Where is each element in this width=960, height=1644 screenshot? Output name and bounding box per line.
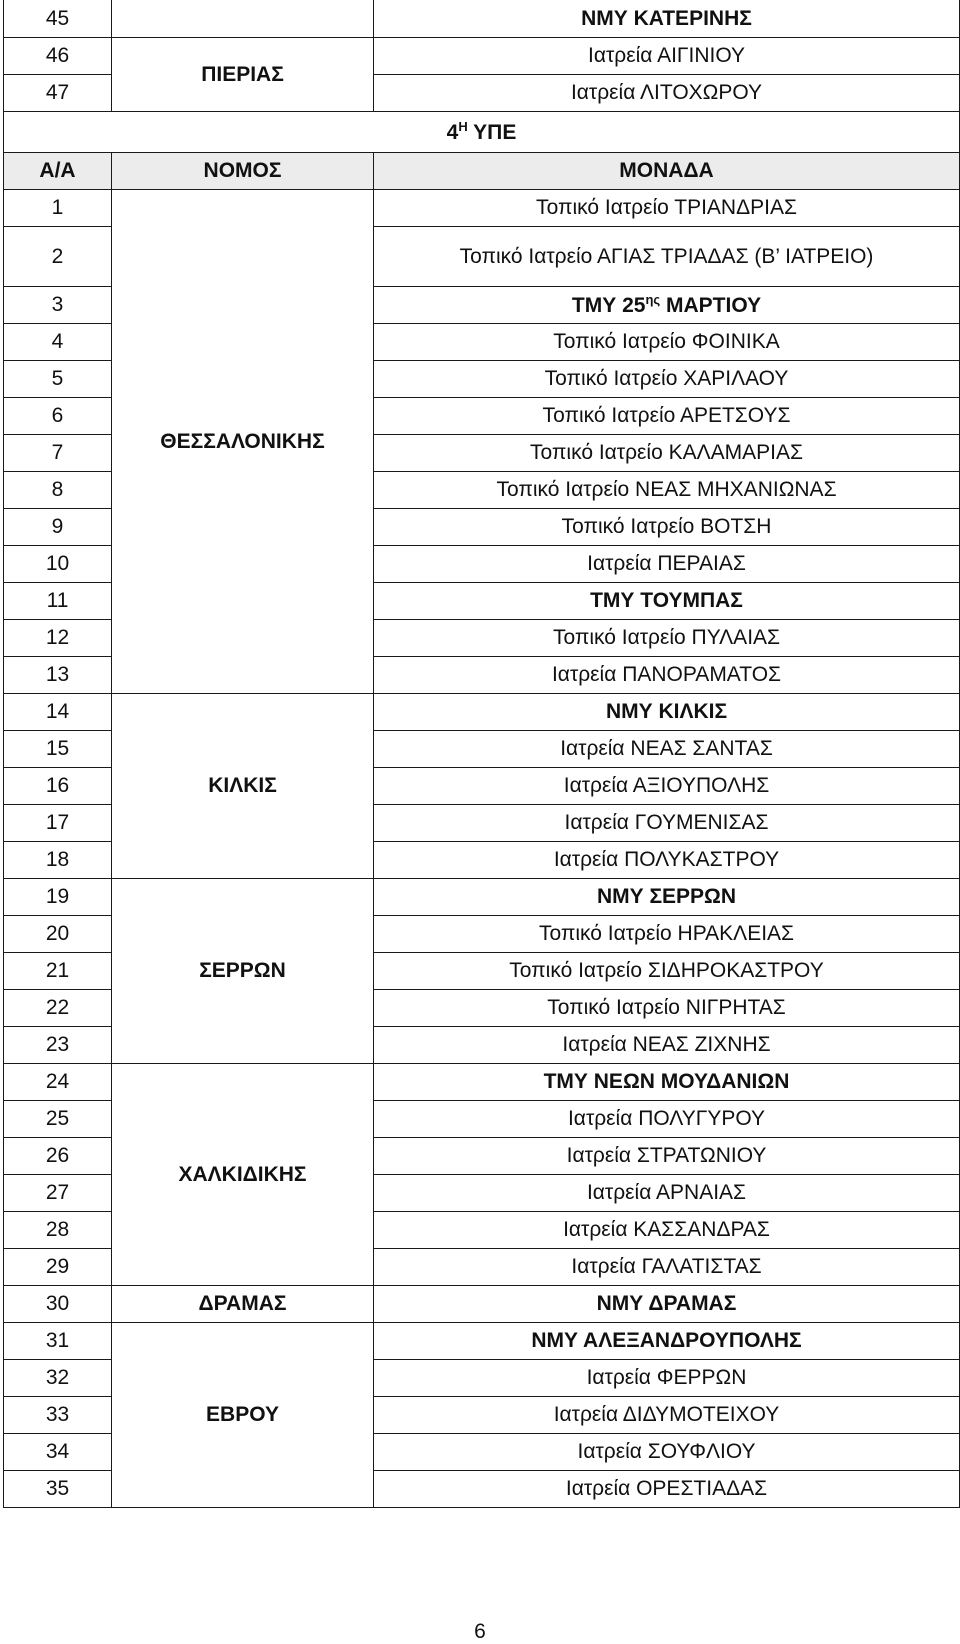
unit-cell [374,286,960,323]
unit-cell: Ιατρεία ΓΑΛΑΤΙΣΤΑΣ [374,1248,960,1285]
row-number: 14 [4,693,112,730]
unit-cell: Τοπικό Ιατρείο ΑΡΕΤΣΟΥΣ [374,397,960,434]
unit-cell: Τοπικό Ιατρείο ΒΟΤΣΗ [374,508,960,545]
section-label: ΥΠΕ [473,121,517,144]
row-number: 9 [4,508,112,545]
row-number: 33 [4,1396,112,1433]
nomos-cell: ΧΑΛΚΙΔΙΚΗΣ [112,1063,374,1285]
row-number: 29 [4,1248,112,1285]
nomos-cell: ΣΕΡΡΩΝ [112,878,374,1063]
unit-superscript: ης [645,292,661,307]
row-number: 1 [4,189,112,226]
row-number: 20 [4,915,112,952]
unit-cell: Ιατρεία ΠΟΛΥΓΥΡΟΥ [374,1100,960,1137]
row-number: 46 [4,37,112,74]
section-title [4,111,960,152]
row-number: 7 [4,434,112,471]
table-row [4,1285,960,1322]
unit-cell: Ιατρεία ΠΟΛΥΚΑΣΤΡΟΥ [374,841,960,878]
row-number: 31 [4,1322,112,1359]
table-row [4,0,960,37]
row-number: 8 [4,471,112,508]
unit-cell: ΝΜΥ ΑΛΕΞΑΝΔΡΟΥΠΟΛΗΣ [374,1322,960,1359]
unit-cell: Τοπικό Ιατρείο ΠΥΛΑΙΑΣ [374,619,960,656]
nomos-cell [112,0,374,37]
row-number: 30 [4,1285,112,1322]
unit-cell: Τοπικό Ιατρείο ΝΙΓΡΗΤΑΣ [374,989,960,1026]
row-number: 24 [4,1063,112,1100]
header-unit: ΜΟΝΑΔΑ [374,152,960,189]
nomos-cell: ΔΡΑΜΑΣ [112,1285,374,1322]
unit-cell: Ιατρεία ΑΙΓΙΝΙΟΥ [374,37,960,74]
row-number: 34 [4,1433,112,1470]
row-number: 45 [4,0,112,37]
row-number: 32 [4,1359,112,1396]
row-number: 47 [4,74,112,111]
header-nomos: ΝΟΜΟΣ [112,152,374,189]
table-row [4,878,960,915]
unit-cell: Τοπικό Ιατρείο ΗΡΑΚΛΕΙΑΣ [374,915,960,952]
unit-cell: ΝΜΥ ΚΙΛΚΙΣ [374,693,960,730]
table-row [4,1063,960,1100]
unit-cell: Ιατρεία ΝΕΑΣ ΖΙΧΝΗΣ [374,1026,960,1063]
row-number: 4 [4,323,112,360]
unit-cell: Τοπικό Ιατρείο ΦΟΙΝΙΚΑ [374,323,960,360]
unit-text: ΤΜΥ 25 [571,294,646,317]
row-number: 6 [4,397,112,434]
table-row [4,1322,960,1359]
row-number: 3 [4,286,112,323]
unit-cell: Τοπικό Ιατρείο ΑΓΙΑΣ ΤΡΙΑΔΑΣ (Β’ ΙΑΤΡΕΙΟ) [374,226,960,286]
unit-cell: Ιατρεία ΠΑΝΟΡΑΜΑΤΟΣ [374,656,960,693]
row-number: 2 [4,226,112,286]
row-number: 15 [4,730,112,767]
unit-cell: Τοπικό Ιατρείο ΚΑΛΑΜΑΡΙΑΣ [374,434,960,471]
header-aa: Α/Α [4,152,112,189]
table-body [4,0,960,1507]
table-row [4,37,960,74]
unit-cell: ΝΜΥ ΚΑΤΕΡΙΝΗΣ [374,0,960,37]
unit-cell: Ιατρεία ΣΤΡΑΤΩΝΙΟΥ [374,1137,960,1174]
table-row [4,189,960,226]
section-superscript: Η [458,119,468,134]
section-row [4,111,960,152]
row-number: 23 [4,1026,112,1063]
page-number: 6 [474,1620,486,1643]
unit-cell: ΤΜΥ ΝΕΩΝ ΜΟΥΔΑΝΙΩΝ [374,1063,960,1100]
header-row [4,152,960,189]
unit-cell: Ιατρεία ΑΞΙΟΥΠΟΛΗΣ [374,767,960,804]
unit-cell: Ιατρεία ΚΑΣΣΑΝΔΡΑΣ [374,1211,960,1248]
row-number: 28 [4,1211,112,1248]
row-number: 18 [4,841,112,878]
row-number: 35 [4,1470,112,1507]
unit-cell: ΝΜΥ ΣΕΡΡΩΝ [374,878,960,915]
row-number: 13 [4,656,112,693]
unit-cell: Ιατρεία ΓΟΥΜΕΝΙΣΑΣ [374,804,960,841]
row-number: 12 [4,619,112,656]
unit-cell: Ιατρεία ΠΕΡΑΙΑΣ [374,545,960,582]
unit-cell: Τοπικό Ιατρείο ΣΙΔΗΡΟΚΑΣΤΡΟΥ [374,952,960,989]
row-number: 22 [4,989,112,1026]
unit-cell: Ιατρεία ΝΕΑΣ ΣΑΝΤΑΣ [374,730,960,767]
nomos-cell: ΘΕΣΣΑΛΟΝΙΚΗΣ [112,189,374,693]
nomos-cell: ΚΙΛΚΙΣ [112,693,374,878]
row-number: 10 [4,545,112,582]
unit-cell: Ιατρεία ΦΕΡΡΩΝ [374,1359,960,1396]
unit-cell: Ιατρεία ΔΙΔΥΜΟΤΕΙΧΟΥ [374,1396,960,1433]
nomos-cell: ΠΙΕΡΙΑΣ [112,37,374,111]
row-number: 27 [4,1174,112,1211]
unit-cell: Ιατρεία ΟΡΕΣΤΙΑΔΑΣ [374,1470,960,1507]
unit-cell: Τοπικό Ιατρείο ΧΑΡΙΛΑΟΥ [374,360,960,397]
row-number: 5 [4,360,112,397]
row-number: 21 [4,952,112,989]
table-row [4,693,960,730]
unit-cell: Ιατρεία ΑΡΝΑΙΑΣ [374,1174,960,1211]
row-number: 16 [4,767,112,804]
row-number: 26 [4,1137,112,1174]
facilities-table [3,0,960,1508]
unit-cell: ΤΜΥ ΤΟΥΜΠΑΣ [374,582,960,619]
unit-cell: Ιατρεία ΛΙΤΟΧΩΡΟΥ [374,74,960,111]
unit-cell: Ιατρεία ΣΟΥΦΛΙΟΥ [374,1433,960,1470]
row-number: 25 [4,1100,112,1137]
unit-cell: ΝΜΥ ΔΡΑΜΑΣ [374,1285,960,1322]
section-number: 4 [446,121,459,144]
unit-cell: Τοπικό Ιατρείο ΝΕΑΣ ΜΗΧΑΝΙΩΝΑΣ [374,471,960,508]
row-number: 19 [4,878,112,915]
unit-cell: Τοπικό Ιατρείο ΤΡΙΑΝΔΡΙΑΣ [374,189,960,226]
unit-text: ΜΑΡΤΙΟΥ [660,294,762,317]
row-number: 11 [4,582,112,619]
nomos-cell: ΕΒΡΟΥ [112,1322,374,1507]
row-number: 17 [4,804,112,841]
